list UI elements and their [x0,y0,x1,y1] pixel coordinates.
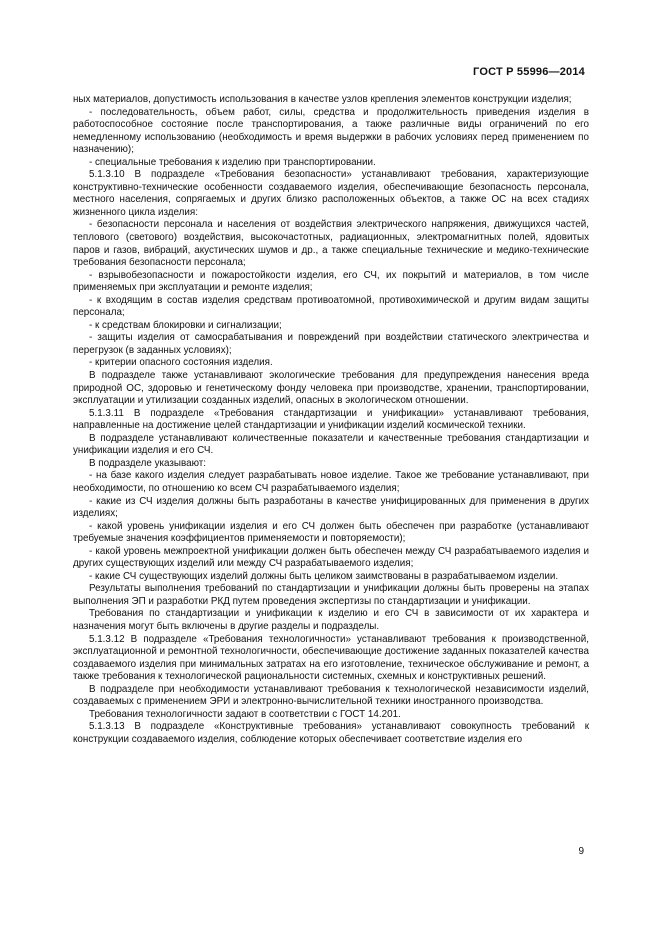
paragraph: - на базе какого изделия следует разрабатывать новое изделие. Такое же требование устанавливают, при необходимости, по отношению ко всем СЧ разрабатываемого изделия; [73,470,589,494]
paragraph: Требования технологичности задают в соответствии с ГОСТ 14.201. [89,708,401,720]
paragraph: - защиты изделия от самосрабатывания и повреждений при воздействии статического электричества и перегрузок (в заданных условиях); [73,332,589,356]
paragraph: - к входящим в состав изделия средствам противоатомной, противохимической и другим видам защиты персонала; [73,294,589,319]
body-text [73,94,589,746]
paragraph: 5.1.3.10 В подразделе «Требования безопасности» устанавливают требования, характеризующие конструктивно-технические особенности создаваемого изделия, обеспечивающие безопасность персонала, местного населения, сопрягаемых и других близко расположенных объектов, а также ОС на всех стадиях жизненного цикла изделия: [73,169,589,218]
paragraph: Результаты выполнения требований по стандартизации и унификации должны быть проверены на этапах выполнения ЭП и разработки РКД путем проведения экспертизы по стандартизации и унификации. [73,583,589,607]
paragraph: 5.1.3.12 В подразделе «Требования технологичности» устанавливают требования к производственной, эксплуатационной и ремонтной технологичности, обеспечивающие достижение заданных показателей качества создаваемого изделия при минимальных затратах на его изготовление, техническое обслуживание и ремонт, а также требования к технологической рациональности системных, схемных и конструктивных решений. [73,633,589,683]
paragraph: В подразделе также устанавливают экологические требования для предупреждения нанесения вреда природной ОС, здоровью и генетическому фонду человека при производстве, хранении, транспортировании, эксплуатации и утилизации созданных изделий, опасных в экологическом отношении. [73,370,589,407]
paragraph: 5.1.3.11 В подразделе «Требования стандартизации и унификации» устанавливают требования, направленные на достижение целей стандартизации и унификации изделий космической техники. [73,407,589,432]
paragraph: - специальные требования к изделию при транспортировании. [89,156,376,168]
paragraph: - какой уровень межпроектной унификации должен быть обеспечен между СЧ разрабатываемого изделия и других существующих изделий или между СЧ разрабатываемого изделия; [73,545,589,570]
paragraph: - какой уровень унификации изделия и его СЧ должен быть обеспечен при разработке (устанавливают требуемые значения коэффициентов применяемости и повторяемости); [73,520,589,545]
paragraph: - к средствам блокировки и сигнализации; [89,319,282,331]
standard-header: ГОСТ Р 55996—2014 [473,66,585,78]
page-number: 9 [578,846,584,857]
paragraph: - безопасности персонала и населения от воздействия электрического напряжения, движущихся частей, теплового (светового) воздействия, высокочастотных, радиационных, электромагнитных полей, ядовитых паров и газов, вибраций, акустических шумов и др., а также специальные технические и медико-технические требования безопасности персонала; [73,219,589,269]
paragraph: - критерии опасного состояния изделия. [89,357,273,369]
paragraph: Требования по стандартизации и унификации к изделию и его СЧ в зависимости от их характера и назначения могут быть включены в другие разделы и подразделы. [73,608,589,632]
paragraph: 5.1.3.13 В подразделе «Конструктивные требования» устанавливают совокупность требований к конструкции создаваемого изделия, соблюдение которых обеспечивает соответствие изделия его [73,721,589,745]
paragraph: - какие СЧ существующих изделий должны быть целиком заимствованы в разрабатываемом изделии. [89,570,559,582]
paragraph: ных материалов, допустимость использования в качестве узлов крепления элементов конструкции изделия; [73,94,572,105]
paragraph: В подразделе устанавливают количественные показатели и качественные требования стандартизации и унификации изделия и его СЧ. [73,432,589,457]
paragraph: В подразделе при необходимости устанавливают требования к технологической независимости изделий, создаваемых с применением ЭРИ и электронно-вычислительной техники иностранного производства. [73,683,589,708]
paragraph: - последовательность, объем работ, силы, средства и продолжительность приведения изделия в работоспособное состояние после транспортирования, а также различные виды ограничений по его немедленному использованию (необходимость и время выдержки в рабочих условиях перед применением по назначению); [73,106,589,156]
paragraph: - какие из СЧ изделия должны быть разработаны в качестве унифицированных для применения в других изделиях; [73,495,589,520]
paragraph: - взрывобезопасности и пожаростойкости изделия, его СЧ, их покрытий и материалов, в том числе применяемых при эксплуатации и ремонте изделия; [73,269,589,294]
paragraph: В подразделе указывают: [89,457,207,469]
